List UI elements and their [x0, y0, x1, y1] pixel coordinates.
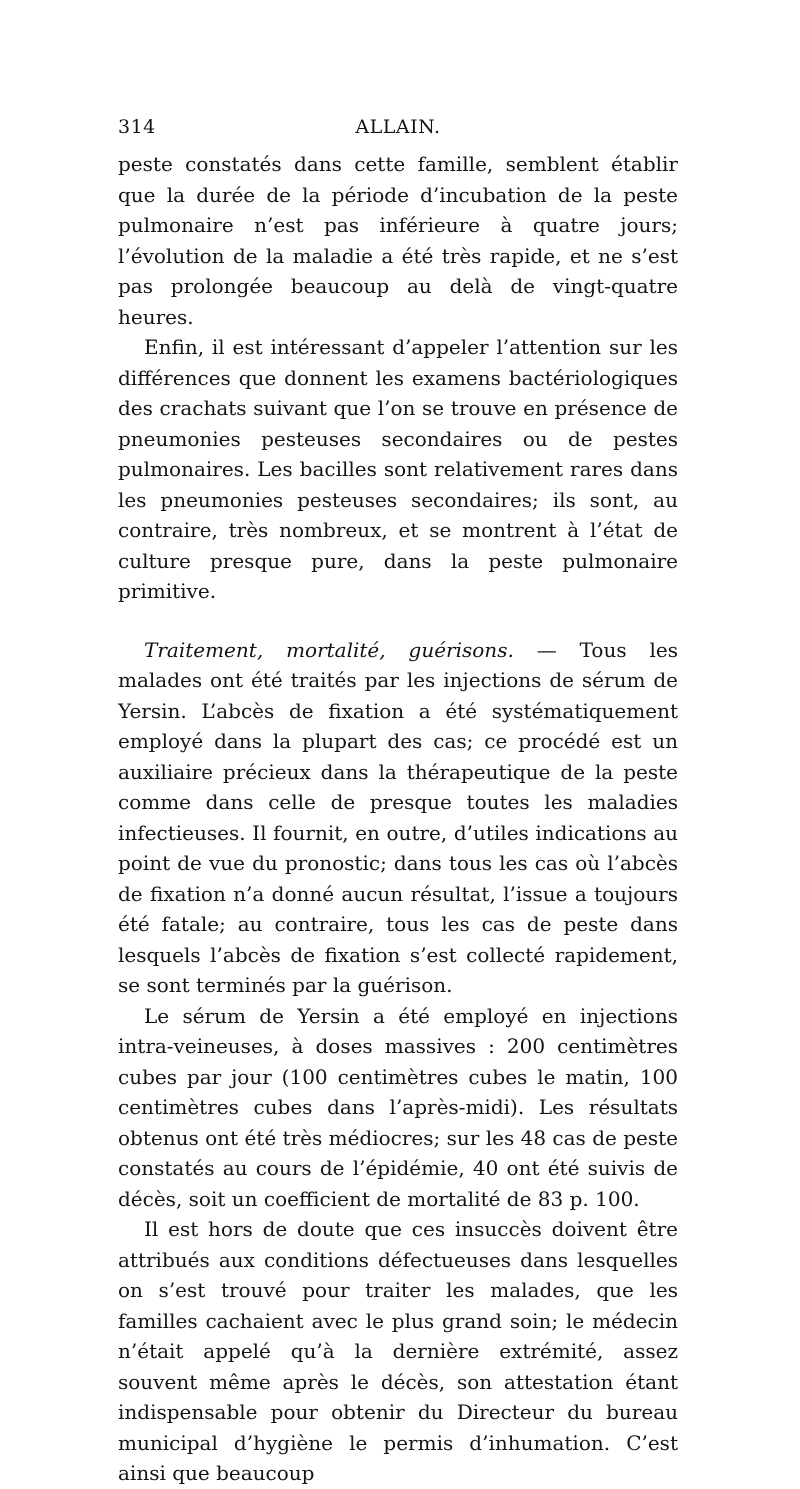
- body-text: [118, 149, 678, 1489]
- section-dash: —: [513, 637, 580, 662]
- paragraph-failures: Il est hors de doute que ces insuccès doivent être attribués aux conditions défectueuses dans lesquelles on s’est trouvé pour traiter les malades, que les familles cachaient avec le plus grand soin; le médecin n’était appelé qu’à la dernière extrémité, assez souvent même après le décès, son attestation étant indispensable pour obtenir du Directeur du bureau municipal d’hygiène le permis d’inhumation. C’est ainsi que beaucoup: [118, 1217, 678, 1485]
- section-text: Tous les malades ont été traités par les injections de sérum de Yersin. L’abcès de fixation a été systématiquement employé dans la plupart des cas; ce procédé est un auxiliaire précieux dans la thérapeutique de la peste comme dans celle de presque toutes les maladies infectieuses. Il fournit, en outre, d’utiles indications au point de vue du pronostic; dans tous les cas où l’abcès de fixation n’a donné aucun résultat, l’issue a toujours été fatale; au contraire, tous les cas de peste dans lesquels l’abcès de fixation s’est collecté rapidement, se sont terminés par la guérison.: [118, 637, 678, 997]
- paragraph-bacteriology: Enfin, il est intéressant d’appeler l’attention sur les différences que donnent les examens bactériologiques des crachats suivant que l’on se trouve en présence de pneumonies pesteuses secondaires ou de pestes pulmonaires. Les bacilles sont relativement rares dans les pneumonies pesteuses secondaires; ils sont, au contraire, très nombreux, et se montrent à l’état de culture presque pure, dans la peste pulmonaire primitive.: [118, 335, 678, 603]
- page-header: [118, 116, 678, 146]
- paragraph-serum: Le sérum de Yersin a été employé en injections intra-veineuses, à doses massives : 200 centimètres cubes par jour (100 centimètres cubes le matin, 100 centimètres cubes dans l’après-midi). Les résultats obtenus ont été très médiocres; sur les 48 cas de peste constatés au cours de l’épidémie, 40 ont été suivis de décès, soit un coefficient de mortalité de 83 p. 100.: [118, 1003, 678, 1211]
- section-title: Traitement, mortalité, guérisons.: [144, 637, 514, 662]
- paragraph-continuation: peste constatés dans cette famille, semblent établir que la durée de la période d’incubation de la peste pulmonaire n’est pas inférieure à quatre jours; l’évolution de la maladie a été très rapide, et ne s’est pas prolongée beaucoup au delà de vingt-quatre heures.: [118, 152, 678, 329]
- running-head: ALLAIN.: [355, 116, 441, 138]
- page-number: 314: [118, 116, 156, 138]
- paragraph-treatment: [118, 635, 678, 1001]
